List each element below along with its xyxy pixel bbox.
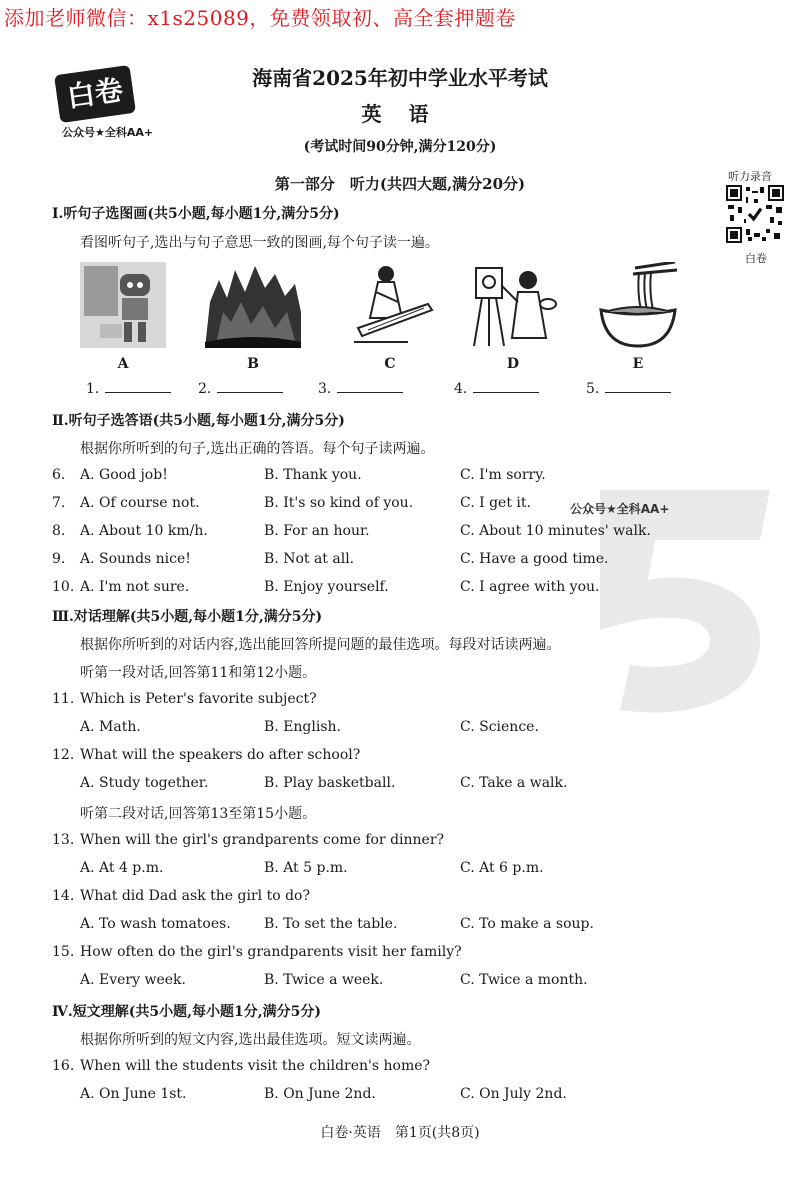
option-c[interactable]: C. I get it. [460,495,531,511]
question-number: 15. [52,944,75,960]
watermark-text: 公众号★全科AA+ [570,502,670,516]
answer-blank[interactable]: 2. [198,380,283,397]
question-number: 10. [52,579,75,595]
option-b[interactable]: B. To set the table. [264,916,398,932]
question-stem: What did Dad ask the girl to do? [80,888,310,904]
section-1-instruction: 看图听句子,选出与句子意思一致的图画,每个句子读一遍。 [80,235,439,251]
part-one-heading: 第一部分 听力(共四大题,满分20分) [274,175,526,193]
option-a[interactable]: A. Of course not. [80,495,200,511]
picture-label: C [384,356,396,372]
promo-banner: 添加老师微信：x1s25089，免费领取初、高全套押题卷 [4,6,516,30]
option-b[interactable]: B. For an hour. [264,523,370,539]
answer-blank[interactable]: 4. [454,380,539,397]
option-a[interactable]: A. At 4 p.m. [80,860,164,876]
question-number: 14. [52,888,75,904]
option-a[interactable]: A. I'm not sure. [80,579,190,595]
qr-caption: 听力录音 [728,170,772,183]
question-number: 9. [52,551,66,567]
option-c[interactable]: C. About 10 minutes' walk. [460,523,651,539]
option-b[interactable]: B. Enjoy yourself. [264,579,389,595]
logo-subtitle: 公众号★全科AA+ [62,126,154,139]
option-b[interactable]: B. Play basketball. [264,775,396,791]
option-a[interactable]: A. Study together. [80,775,209,791]
page-footer: 白卷·英语 第1页(共8页) [320,1125,480,1141]
question-stem: Which is Peter's favorite subject? [80,691,317,707]
option-a[interactable]: A. Every week. [80,972,186,988]
dialogue-2-instruction: 听第二段对话,回答第13至第15小题。 [80,806,317,822]
option-c[interactable]: C. At 6 p.m. [460,860,544,876]
question-number: 7. [52,495,66,511]
question-number: 6. [52,467,66,483]
section-4-title: Ⅳ.短文理解(共5小题,每小题1分,满分5分) [52,1004,321,1020]
exam-title: 海南省2025年初中学业水平考试 [252,66,548,90]
exam-note: (考试时间90分钟,满分120分) [303,139,497,155]
section-3-instruction: 根据你所听到的对话内容,选出能回答所提问题的最佳选项。每段对话读两遍。 [80,637,561,653]
question-stem: How often do the girl's grandparents visit her family? [80,944,462,960]
answer-blank[interactable]: 5. [586,380,671,397]
section-2-instruction: 根据你所听到的句子,选出正确的答语。每个句子读两遍。 [80,441,435,457]
question-number: 11. [52,691,75,707]
option-b[interactable]: B. On June 2nd. [264,1086,376,1102]
option-a[interactable]: A. To wash tomatoes. [80,916,231,932]
option-c[interactable]: C. I'm sorry. [460,467,546,483]
picture-label: A [117,356,129,372]
answer-blank[interactable]: 3. [318,380,403,397]
option-c[interactable]: C. I agree with you. [460,579,600,595]
section-2-title: Ⅱ.听句子选答语(共5小题,每小题1分,满分5分) [52,413,345,429]
dialogue-1-instruction: 听第一段对话,回答第11和第12小题。 [80,665,317,681]
question-number: 8. [52,523,66,539]
option-b[interactable]: B. Thank you. [264,467,362,483]
question-stem: When will the students visit the children's home? [80,1058,431,1074]
option-b[interactable]: B. English. [264,719,341,735]
robot-picture [80,262,166,348]
noodle-bowl-picture [595,262,681,348]
option-c[interactable]: C. Science. [460,719,539,735]
option-b[interactable]: B. At 5 p.m. [264,860,348,876]
picture-label: E [632,356,644,372]
option-a[interactable]: A. Math. [80,719,141,735]
question-stem: What will the speakers do after school? [80,747,361,763]
option-b[interactable]: B. Not at all. [264,551,355,567]
option-b[interactable]: B. Twice a week. [264,972,384,988]
section-3-title: Ⅲ.对话理解(共5小题,每小题1分,满分5分) [52,609,323,625]
option-c[interactable]: C. Have a good time. [460,551,609,567]
girl-painting-picture [468,262,558,348]
option-c[interactable]: C. Take a walk. [460,775,568,791]
section-4-instruction: 根据你所听到的短文内容,选出最佳选项。短文读两遍。 [80,1032,421,1048]
option-a[interactable]: A. On June 1st. [80,1086,187,1102]
option-c[interactable]: C. Twice a month. [460,972,588,988]
option-c[interactable]: C. On July 2nd. [460,1086,567,1102]
exam-subject: 英 语 [361,102,439,126]
mountains-picture [205,262,301,348]
section-1-title: Ⅰ.听句子选图画(共5小题,每小题1分,满分5分) [52,206,340,222]
question-number: 12. [52,747,75,763]
option-c[interactable]: C. To make a soup. [460,916,594,932]
picture-label: B [247,356,259,372]
option-a[interactable]: A. Good job! [80,467,168,483]
picture-label: D [506,356,520,372]
option-b[interactable]: B. It's so kind of you. [264,495,414,511]
girl-playing-guzheng-picture [348,262,434,348]
question-number: 13. [52,832,75,848]
qr-footer: 白卷 [745,252,767,265]
option-a[interactable]: A. About 10 km/h. [80,523,208,539]
question-stem: When will the girl's grandparents come for dinner? [80,832,445,848]
brand-logo: 白卷 [54,65,136,123]
answer-blank[interactable]: 1. [86,380,171,397]
question-number: 16. [52,1058,75,1074]
option-a[interactable]: A. Sounds nice! [80,551,191,567]
